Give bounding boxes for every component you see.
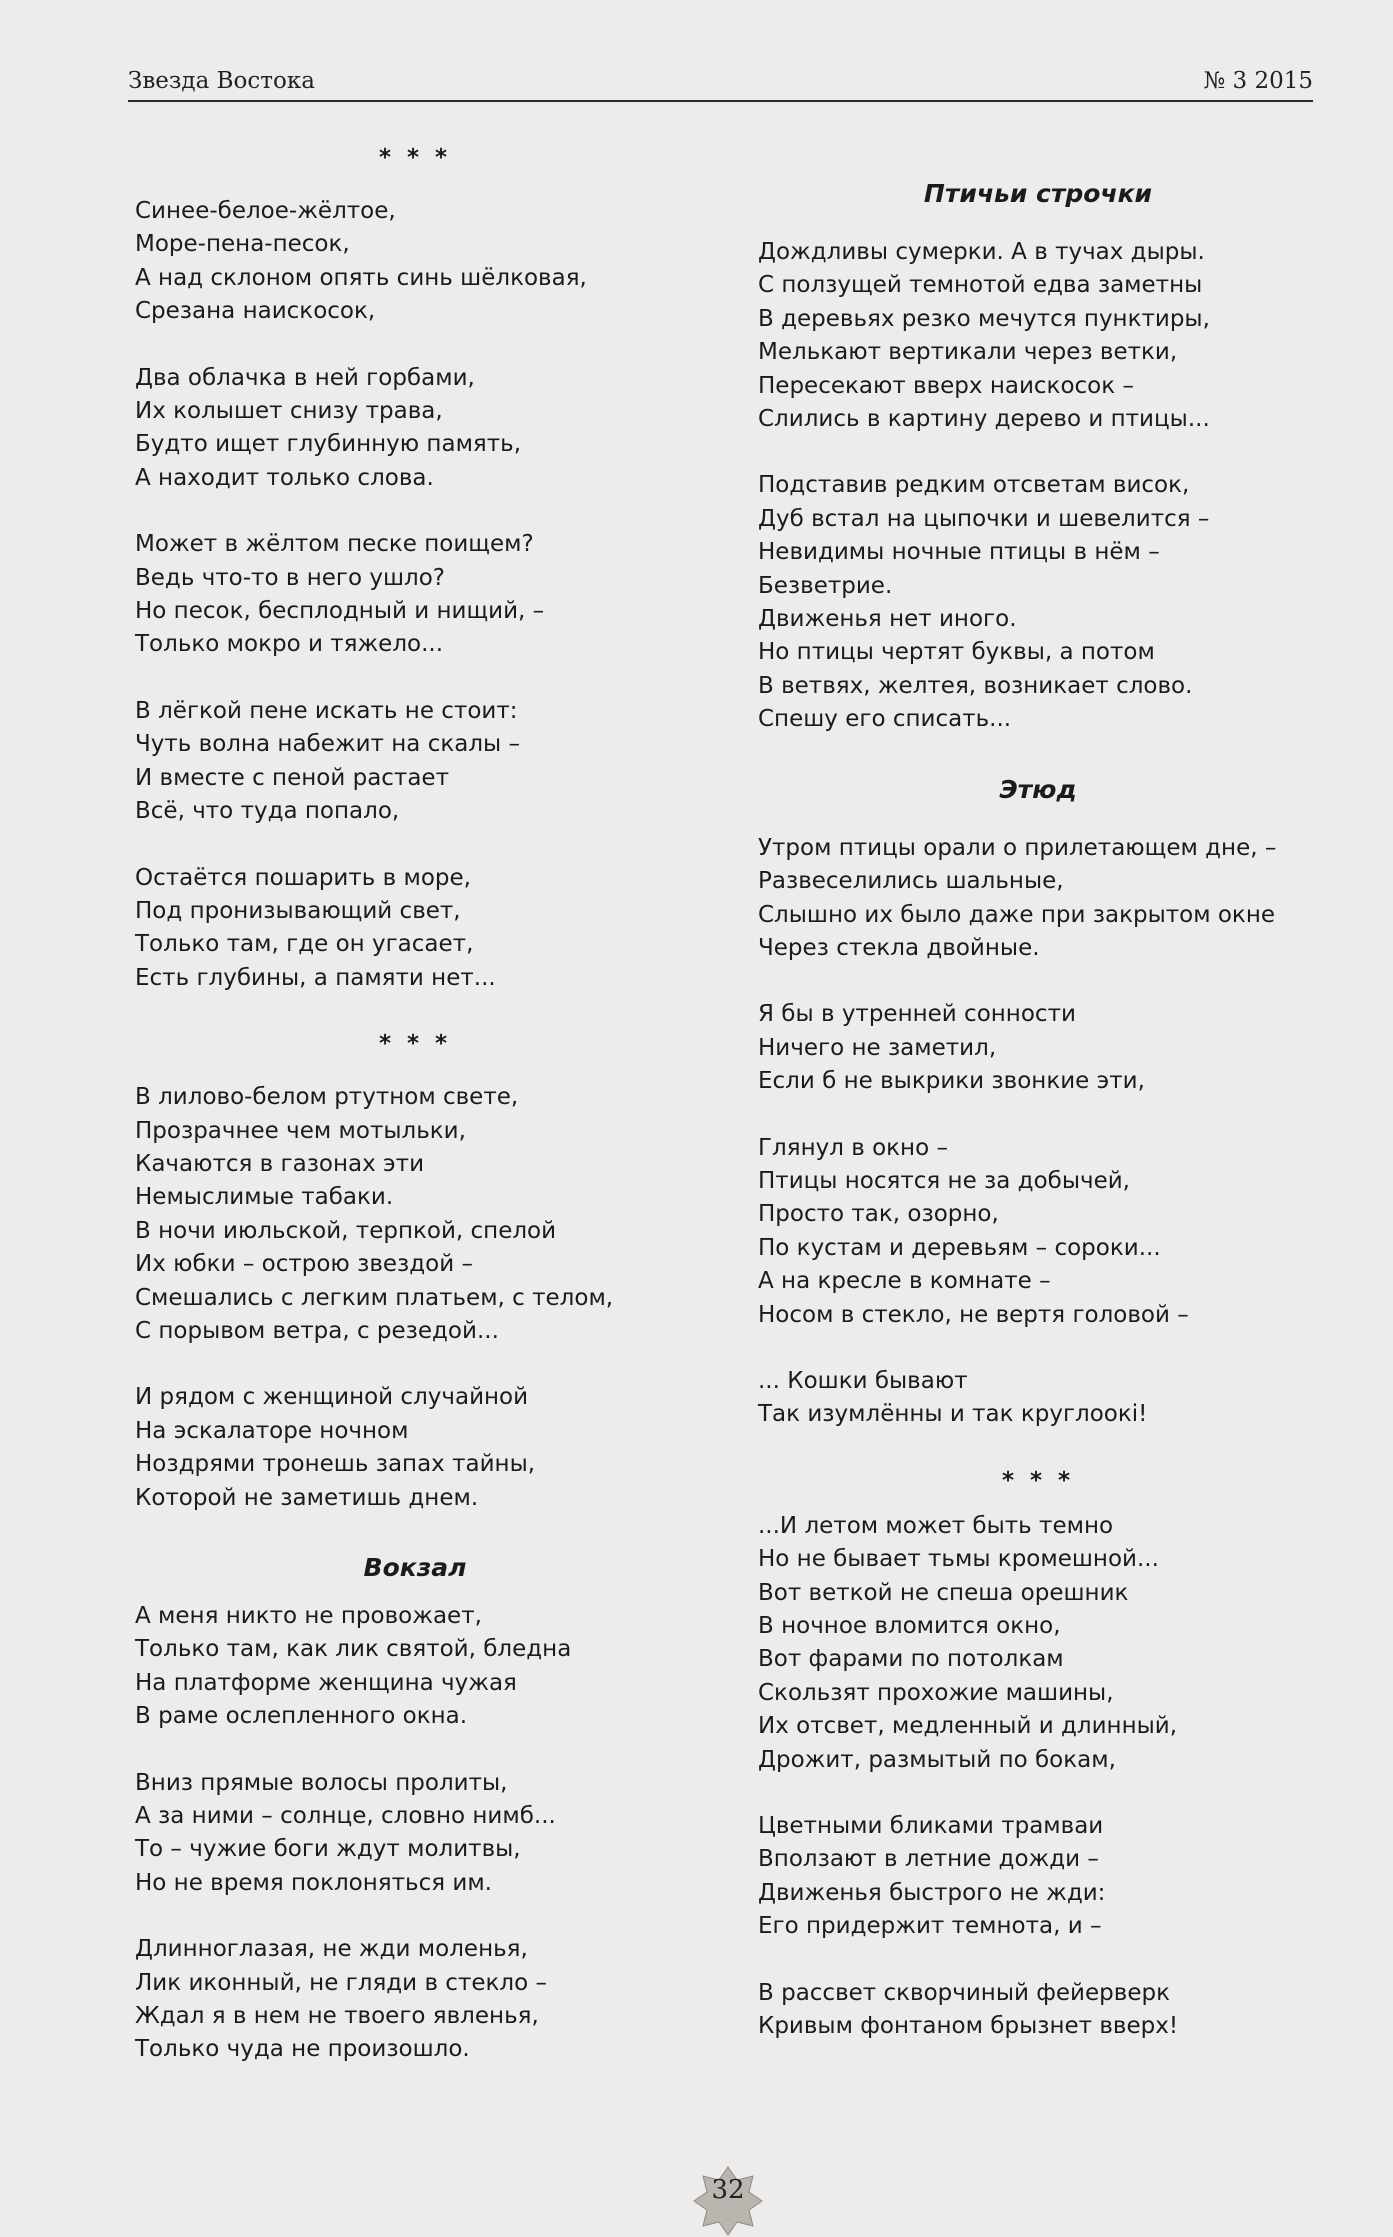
poem-title: Птичьи строчки: [923, 179, 1153, 208]
poem-line: Ничего не заметил,: [758, 1034, 997, 1061]
poem-line: Невидимы ночные птицы в нём –: [758, 539, 1160, 566]
poem-stanza: [135, 1081, 695, 1348]
poem-line: Море-пена-песок,: [135, 231, 350, 258]
poem-line: В раме ослепленного окна.: [135, 1703, 468, 1730]
poem-line: Лик иконный, не гляди в стекло –: [135, 1969, 547, 1996]
poem-line: Спешу его списать...: [758, 706, 1012, 733]
poem-line: Их юбки – острою звездой –: [135, 1251, 473, 1278]
poem-line: На платформе женщина чужая: [135, 1669, 517, 1696]
section-separator: * * *: [378, 145, 452, 171]
poem-line: В деревьях резко мечутся пунктиры,: [758, 305, 1210, 332]
poem-line: В лёгкой пене искать не стоит:: [135, 697, 518, 724]
poem-stanza: [135, 1600, 695, 1734]
poem-stanza: [135, 1381, 695, 1515]
poem-stanza: [135, 1767, 695, 1901]
poem-stanza: [135, 528, 695, 662]
section-separator: * * *: [378, 1031, 452, 1058]
poem-line: Носом в стекло, не вертя головой –: [758, 1301, 1189, 1328]
poem-line: Просто так, озорно,: [758, 1201, 999, 1228]
poem-line: Вползают в летние дожди –: [758, 1846, 1099, 1873]
poem-line: Под пронизывающий свет,: [135, 897, 461, 924]
journal-title: Звезда Востока: [128, 68, 315, 94]
poem-line: Я бы в утренней сонности: [758, 1001, 1076, 1028]
poem-stanza: [758, 1510, 1318, 1777]
poem-line: Есть глубины, а памяти нет...: [135, 964, 496, 991]
poem-stanza: [135, 695, 695, 829]
poem-stanza: [135, 195, 695, 329]
poem-line: Дуб встал на цыпочки и шевелится –: [758, 505, 1210, 532]
issue-number: № 3 2015: [1203, 68, 1313, 94]
poem-title: Вокзал: [363, 1553, 467, 1582]
poem-line: То – чужие боги ждут молитвы,: [135, 1836, 521, 1863]
poem-line: А над склоном опять синь шёлковая,: [135, 264, 587, 291]
poem-line: По кустам и деревьям – сороки...: [758, 1234, 1161, 1261]
poem-line: Цветными бликами трамваи: [758, 1813, 1104, 1840]
poem-line: И вместе с пеной растает: [135, 764, 449, 791]
poem-line: Через стекла двойные.: [758, 934, 1040, 961]
poem-line: Ноздрями тронешь запах тайны,: [135, 1451, 536, 1478]
page-number-badge: [692, 2165, 764, 2237]
poem-line: В ветвях, желтея, возникает слово.: [758, 672, 1193, 699]
poem-line: Всё, что туда попало,: [135, 798, 400, 825]
poem-line: Два облачка в ней горбами,: [135, 364, 475, 391]
poem-line: Дрожит, размытый по бокам,: [758, 1746, 1116, 1773]
page-header: [128, 66, 1313, 102]
poem-stanza: [758, 998, 1318, 1098]
poem-line: А находит только слова.: [135, 464, 434, 491]
poem-title: Этюд: [999, 774, 1077, 804]
poem-stanza: [135, 362, 695, 496]
poem-line: Качаются в газонах эти: [135, 1150, 425, 1177]
poem-line: Вниз прямые волосы пролиты,: [135, 1769, 508, 1796]
poem-stanza: [135, 862, 695, 996]
poem-stanza: [758, 1977, 1318, 2044]
poem-line: Мелькают вертикали через ветки,: [758, 339, 1178, 366]
poem-line: Может в жёлтом песке поищем?: [135, 531, 534, 558]
poem-line: ... Кошки бывают: [758, 1367, 968, 1394]
left-column: [135, 142, 695, 2100]
poem-stanza: [758, 1365, 1318, 1432]
poem-stanza: [135, 1933, 695, 2067]
poem-stanza: [758, 469, 1318, 736]
poem-stanza: [758, 832, 1318, 966]
poem-line: Их колышет снизу трава,: [135, 398, 443, 425]
poem-line: Только там, где он угасает,: [135, 931, 474, 958]
poem-line: Только там, как лик святой, бледна: [135, 1636, 572, 1663]
poem-line: Чуть волна набежит на скалы –: [135, 731, 521, 758]
poem-line: Но не бывает тьмы кромешной...: [758, 1546, 1159, 1573]
poem-line: А меня никто не провожает,: [135, 1603, 482, 1629]
poem-line: ...И летом может быть темно: [758, 1512, 1114, 1539]
poem-line: Синее-белое-жёлтое,: [135, 198, 396, 224]
page-number: 32: [711, 2175, 745, 2205]
poem-line: Развеселились шальные,: [758, 868, 1064, 895]
poem-line: Утром птицы орали о прилетающем дне, –: [758, 834, 1277, 861]
poem-line: Скользят прохожие машины,: [758, 1679, 1114, 1706]
poem-line: Но песок, бесплодный и нищий, –: [135, 598, 545, 625]
poem-line: Глянул в окно –: [758, 1134, 948, 1161]
poem-line: Остаётся пошарить в море,: [135, 864, 471, 891]
poem-line: Его придержит темнота, и –: [758, 1913, 1102, 1940]
poem-line: Но не время поклоняться им.: [135, 1869, 492, 1896]
poem-line: Слились в картину дерево и птицы...: [758, 406, 1210, 433]
poem-line: В ночи июльской, терпкой, спелой: [135, 1217, 557, 1244]
poem-line: Так изумлённы и так круглоокі!: [758, 1401, 1148, 1428]
poem-line: Их отсвет, медленный и длинный,: [758, 1713, 1178, 1740]
poem-line: Прозрачнее чем мотыльки,: [135, 1117, 466, 1144]
poem-line: На эскалаторе ночном: [135, 1417, 409, 1444]
poem-line: А на кресле в комнате –: [758, 1268, 1051, 1295]
poem-line: Которой не заметишь днем.: [135, 1484, 479, 1511]
poem-line: И рядом с женщиной случайной: [135, 1384, 529, 1411]
poem-line: Движенья быстрого не жди:: [758, 1879, 1106, 1906]
poem-line: Движенья нет иного.: [758, 606, 1017, 633]
poem-line: В ночное вломится окно,: [758, 1613, 1061, 1639]
poem-stanza: [758, 1132, 1318, 1332]
poem-line: Срезана наискосок,: [135, 298, 376, 325]
poem-line: Только чуда не произошло.: [135, 2036, 470, 2063]
poem-line: С ползущей темнотой едва заметны: [758, 272, 1203, 299]
poem-line: Подставив редким отсветам висок,: [758, 472, 1190, 499]
section-separator: * * *: [1001, 1467, 1075, 1494]
poem-stanza: [758, 1810, 1318, 1944]
poem-line: Ждал я в нем не твоего явленья,: [135, 2003, 539, 2030]
poem-line: Безветрие.: [758, 572, 893, 599]
poem-line: А за ними – солнце, словно нимб...: [135, 1803, 556, 1830]
poem-line: Пересекают вверх наискосок –: [758, 372, 1134, 399]
poem-line: В рассвет скворчиный фейерверк: [758, 1979, 1170, 2006]
poem-line: С порывом ветра, с резедой...: [135, 1317, 499, 1344]
poem-line: Но птицы чертят буквы, а потом: [758, 639, 1155, 666]
poem-line: Кривым фонтаном брызнет вверх!: [758, 2013, 1179, 2040]
poem-line: Длинноглазая, не жди моленья,: [135, 1936, 528, 1963]
poem-stanza: [758, 236, 1318, 436]
poem-line: Дождливы сумерки. А в тучах дыры.: [758, 239, 1205, 265]
poem-line: Ведь что-то в него ушло?: [135, 564, 445, 591]
poem-line: В лилово-белом ртутном свете,: [135, 1084, 519, 1111]
poem-line: Если б не выкрики звонкие эти,: [758, 1068, 1145, 1095]
poem-line: Вот веткой не спеша орешник: [758, 1579, 1129, 1606]
poem-line: Немыслимые табаки.: [135, 1184, 394, 1211]
poem-line: Только мокро и тяжело...: [135, 631, 444, 658]
poem-line: Слышно их было даже при закрытом окне: [758, 901, 1276, 928]
poem-line: Вот фарами по потолкам: [758, 1646, 1064, 1673]
poem-line: Будто ищет глубинную память,: [135, 431, 522, 458]
poem-line: Смешались с легким платьем, с телом,: [135, 1284, 614, 1311]
poem-line: Птицы носятся не за добычей,: [758, 1167, 1130, 1194]
right-column: [758, 174, 1318, 2076]
